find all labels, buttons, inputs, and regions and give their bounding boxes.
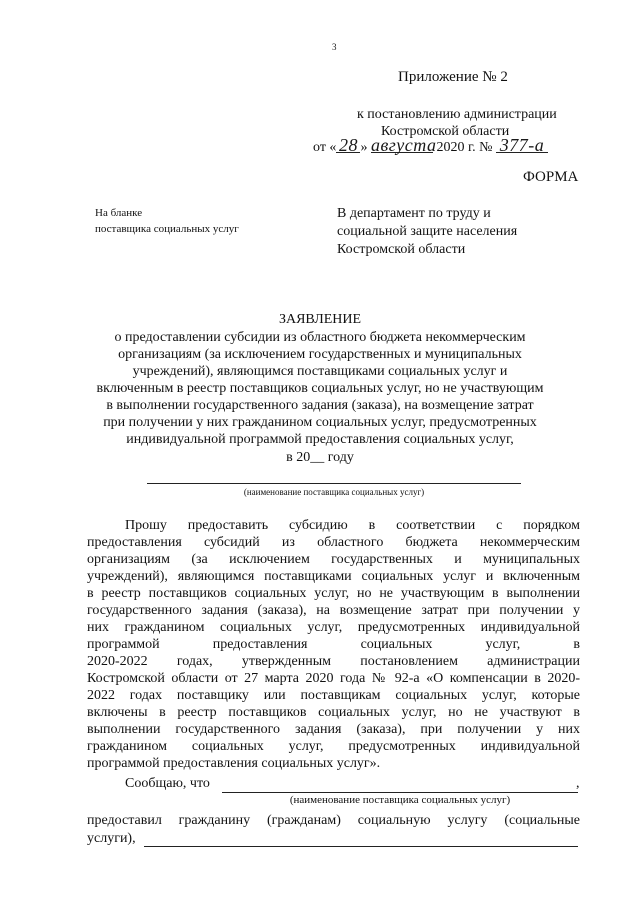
paragraph-line: гражданином социальных услуг, предусмотренных индивидуальной bbox=[87, 739, 580, 754]
inform-label: Сообщаю, что bbox=[125, 776, 210, 791]
form-label: ФОРМА bbox=[523, 169, 579, 185]
title-line: о предоставлении субсидии из областного бюджета некоммерческим bbox=[114, 330, 526, 345]
blank-line-2: поставщика социальных услуг bbox=[95, 223, 239, 235]
paragraph-line: них гражданином социальных услуг, предусмотренных индивидуальной bbox=[87, 620, 580, 635]
title-line: учреждений), являющимся поставщиками социальных услуг и bbox=[132, 364, 508, 379]
provider-name-caption: (наименование поставщика социальных услуг) bbox=[243, 487, 425, 497]
provided-line: предоставил гражданину (гражданам) социальную услугу (социальные bbox=[87, 813, 580, 828]
paragraph-line: выполнении государственного задания (заказа), при получении у них bbox=[87, 722, 580, 737]
paragraph-line: предоставления субсидий из областного бюджета некоммерческим bbox=[87, 535, 580, 550]
paragraph-line: 2020-2022 годах, утвержденным постановлением администрации bbox=[87, 654, 580, 669]
addressee-line-1: В департамент по труду и bbox=[337, 206, 491, 221]
date-number-handwritten: 377-а bbox=[496, 138, 548, 153]
title-line: включенным в реестр поставщиков социальных услуг, но не участвующим bbox=[96, 381, 544, 396]
resolution-line-1: к постановлению администрации bbox=[357, 107, 557, 122]
paragraph-line: 2022 годах поставщику или поставщикам социальных услуг, которые bbox=[87, 688, 580, 703]
resolution-date-line bbox=[313, 135, 548, 156]
title-line: организациям (за исключением государственных и муниципальных bbox=[118, 347, 522, 362]
resolution-line-2: Костромской области bbox=[381, 124, 510, 139]
paragraph-line: включены в реестр поставщиков социальных услуг, но не участвуют в bbox=[87, 705, 580, 720]
inform-comma: , bbox=[576, 776, 580, 791]
title-line: в выполнении государственного задания (заказа), на возмещение затрат bbox=[106, 398, 534, 413]
inform-provider-caption: (наименование поставщика социальных услуг) bbox=[289, 794, 511, 806]
inform-provider-line bbox=[222, 792, 578, 793]
services-line bbox=[144, 846, 578, 847]
title-line: при получении у них гражданином социальных услуг, предусмотренных bbox=[103, 415, 537, 430]
appendix-title: Приложение № 2 bbox=[398, 69, 508, 85]
page-number: 3 bbox=[332, 42, 337, 52]
title-year-line: в 20__ году bbox=[286, 450, 354, 465]
date-prefix: от « bbox=[313, 140, 337, 155]
paragraph-line: Прошу предоставить субсидию в соответствии с порядком bbox=[125, 518, 580, 533]
date-month-handwritten: августа bbox=[370, 135, 437, 155]
provider-name-line bbox=[147, 483, 521, 484]
paragraph-line: государственного задания (заказа), на возмещение затрат при получении у bbox=[87, 603, 580, 618]
date-day-handwritten: 28 bbox=[336, 138, 360, 153]
date-mid: » bbox=[360, 140, 368, 155]
paragraph-line: в реестр поставщиков социальных услуг, но не участвующим в выполнении bbox=[87, 586, 580, 601]
date-year: 2020 г. № bbox=[436, 140, 493, 155]
title-line: индивидуальной программой предоставления социальных услуг, bbox=[126, 432, 514, 447]
blank-line-1: На бланке bbox=[95, 207, 143, 219]
paragraph-line: программой предоставления социальных услуг, в bbox=[87, 637, 580, 652]
services-label: услуги), bbox=[87, 831, 136, 846]
paragraph-line: Костромской области от 27 марта 2020 года № 92-а «О компенсации в 2020- bbox=[87, 671, 580, 686]
paragraph-line: организациям (за исключением государственных и муниципальных bbox=[87, 552, 580, 567]
addressee-line-3: Костромской области bbox=[337, 242, 466, 257]
paragraph-line: учреждений), являющимся поставщиками социальных услуг и включенным bbox=[87, 569, 580, 584]
paragraph-last-line: программой предоставления социальных услуг». bbox=[87, 756, 381, 771]
application-heading: ЗАЯВЛЕНИЕ bbox=[278, 312, 362, 327]
addressee-line-2: социальной защите населения bbox=[337, 224, 518, 239]
